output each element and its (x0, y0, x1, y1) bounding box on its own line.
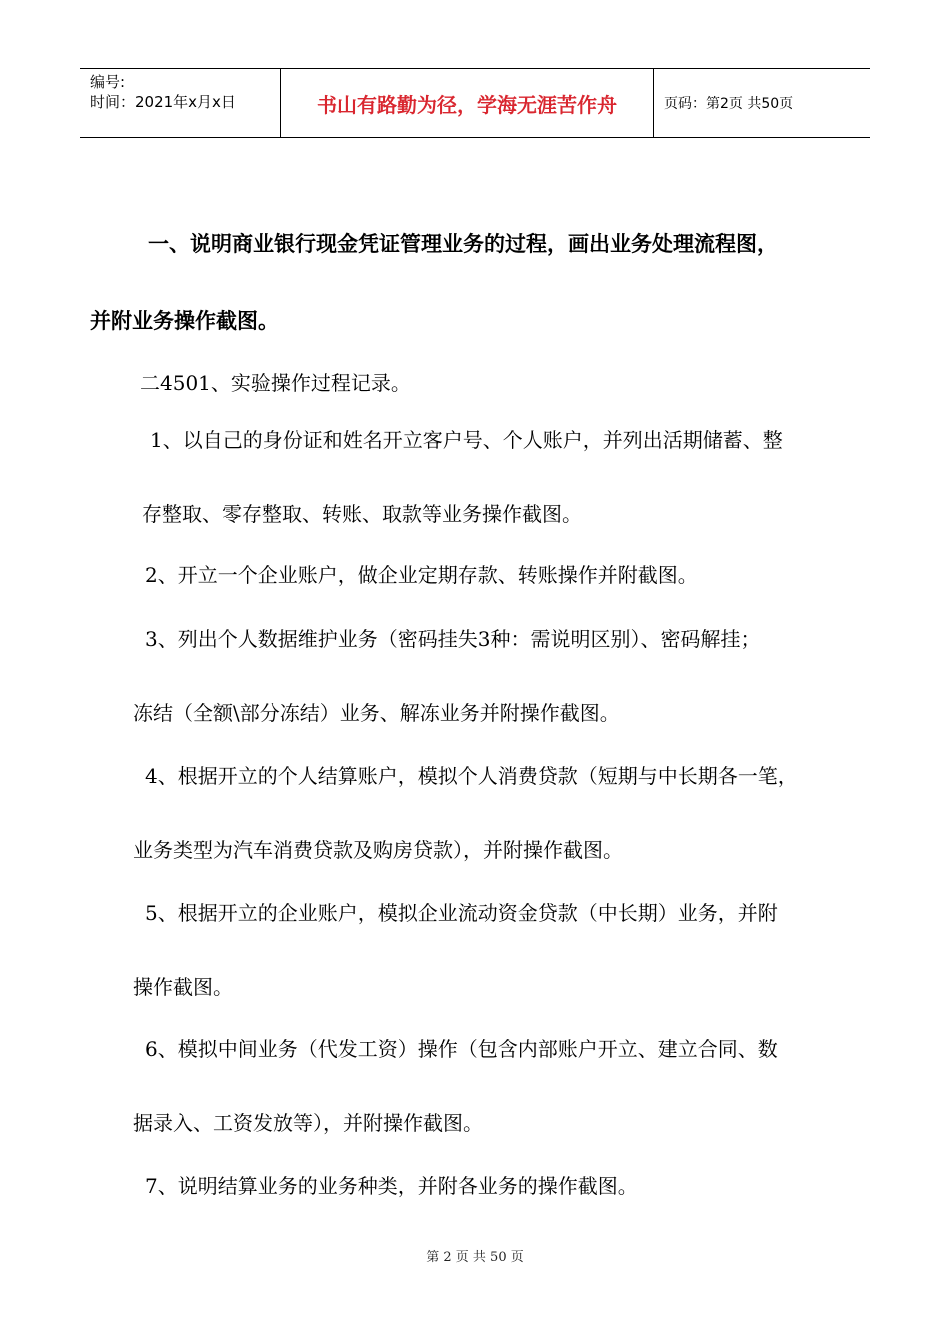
item-2: 2、开立一个企业账户，做企业定期存款、转账操作并附截图。 (145, 563, 698, 587)
page-footer: 第 2 页 共 50 页 (426, 1250, 524, 1265)
item-4-line-1: 4、根据开立的个人结算账户，模拟个人消费贷款（短期与中长期各一笔， (145, 764, 798, 788)
item-4-line-2: 业务类型为汽车消费贷款及购房贷款），并附操作截图。 (133, 838, 623, 862)
item-3-line-2: 冻结（全额\部分冻结）业务、解冻业务并附操作截图。 (133, 701, 620, 725)
serial-label: 编号: (90, 73, 126, 91)
item-5-line-1: 5、根据开立的企业账户，模拟企业流动资金贷款（中长期）业务，并附 (145, 901, 778, 925)
header-meta (80, 69, 281, 137)
item-5-line-2: 操作截图。 (133, 975, 233, 999)
header-motto: 书山有路勤为径，学海无涯苦作舟 (281, 69, 654, 137)
item-3-line-1: 3、列出个人数据维护业务（密码挂失3种：需说明区别）、密码解挂； (145, 627, 761, 651)
time-label: 时间：2021年x月x日 (90, 93, 236, 111)
item-7: 7、说明结算业务的业务种类，并附各业务的操作截图。 (145, 1174, 638, 1198)
item-6-line-1: 6、模拟中间业务（代发工资）操作（包含内部账户开立、建立合同、数 (145, 1037, 778, 1061)
page-header (80, 68, 870, 138)
item-1-line-2: 存整取、零存整取、转账、取款等业务操作截图。 (142, 502, 582, 526)
header-page-label: 页码：第2页 共50页 (664, 96, 794, 112)
section-2-title: 二4501、实验操作过程记录。 (140, 371, 411, 395)
heading-line-1: 一、说明商业银行现金凭证管理业务的过程，画出业务处理流程图， (148, 232, 778, 256)
item-6-line-2: 据录入、工资发放等），并附操作截图。 (133, 1111, 483, 1135)
item-1-line-1: 1、以自己的身份证和姓名开立客户号、个人账户，并列出活期储蓄、整 (150, 428, 783, 452)
heading-line-2: 并附业务操作截图。 (90, 309, 279, 333)
